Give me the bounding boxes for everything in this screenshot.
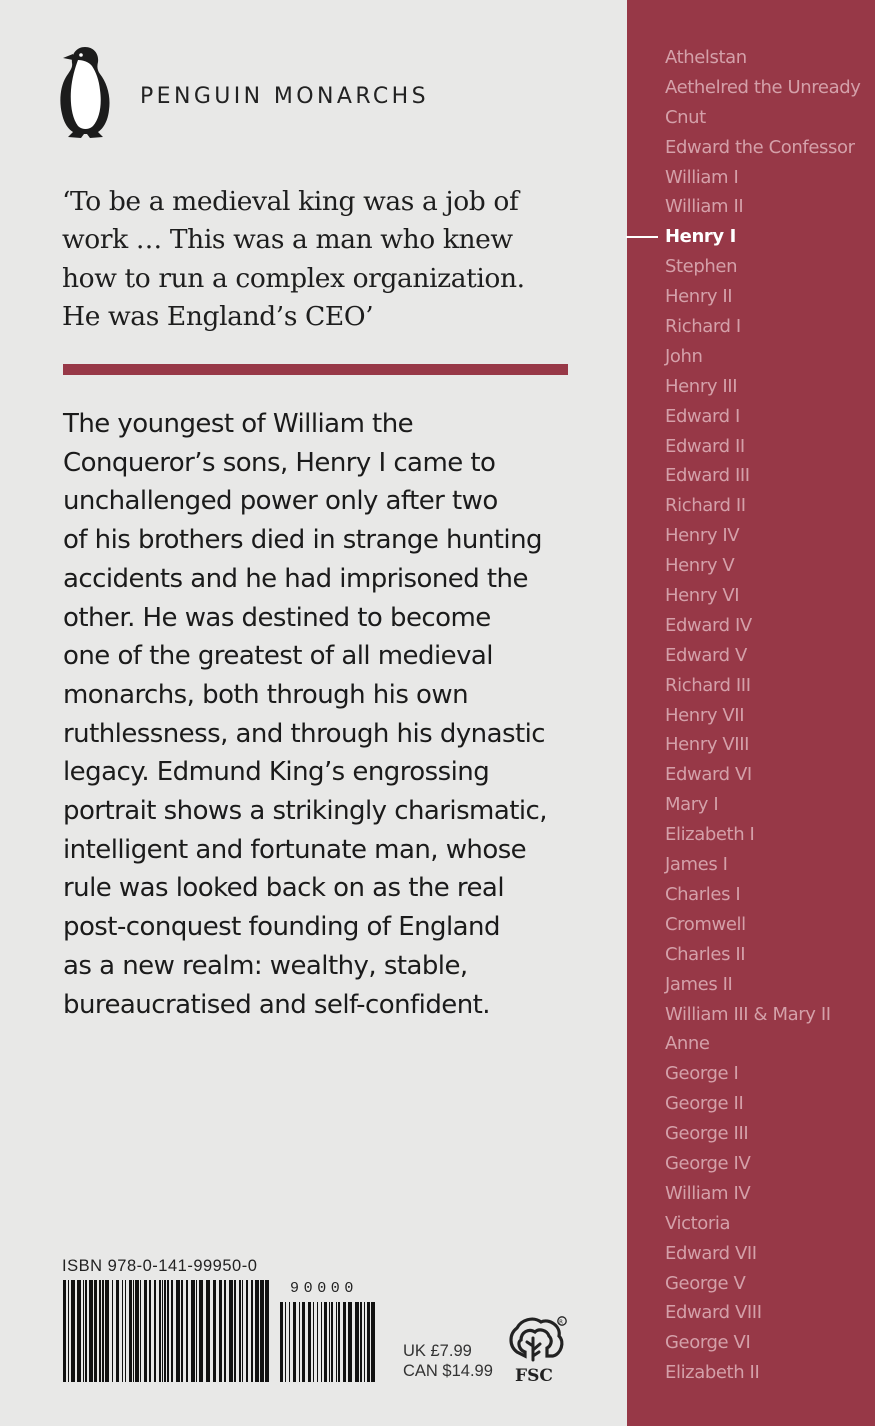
- svg-text:R: R: [559, 1319, 563, 1326]
- monarch-list-item: Charles II: [665, 943, 746, 965]
- monarch-list-item: George IV: [665, 1152, 751, 1174]
- blurb-line: bureaucratised and self-confident.: [63, 989, 491, 1020]
- monarch-list-item: Elizabeth II: [665, 1362, 760, 1384]
- monarch-list-item: Edward V: [665, 644, 747, 666]
- monarch-list-item: Elizabeth I: [665, 824, 755, 846]
- monarch-list-item: George I: [665, 1063, 739, 1085]
- monarch-list-item: James I: [665, 854, 728, 876]
- price-can: CAN $14.99: [403, 1362, 493, 1380]
- monarch-list-item: James II: [665, 973, 733, 995]
- monarch-list-item: William III & Mary II: [665, 1003, 831, 1025]
- monarch-list-item: Henry V: [665, 555, 735, 577]
- monarch-list-item: Edward I: [665, 405, 740, 427]
- blurb-line: legacy. Edmund King’s engrossing: [63, 757, 490, 788]
- quote-line: how to run a complex organization.: [62, 262, 525, 294]
- blurb-line: one of the greatest of all medieval: [63, 641, 493, 672]
- monarch-list-item: Richard III: [665, 674, 751, 696]
- blurb-line: The youngest of William the: [63, 409, 414, 439]
- blurb-line: intelligent and fortunate man, whose: [63, 834, 527, 865]
- price-block: [403, 1341, 493, 1381]
- monarch-list-item: Henry VIII: [665, 734, 750, 756]
- fsc-label: FSC: [515, 1366, 553, 1384]
- monarch-list-item: William II: [665, 196, 744, 218]
- monarch-list-item: Richard I: [665, 316, 741, 338]
- monarch-list-item: Edward the Confessor: [665, 136, 855, 158]
- series-title: PENGUIN MONARCHS: [140, 84, 429, 109]
- monarch-list-item: Anne: [665, 1033, 710, 1055]
- monarch-list-item: George III: [665, 1123, 749, 1145]
- monarch-list-item: Charles I: [665, 883, 741, 905]
- penguin-logo-icon: [56, 44, 114, 142]
- monarch-list-item: Henry IV: [665, 525, 740, 547]
- monarch-list-item: Henry III: [665, 375, 738, 397]
- addon-barcode: [280, 1302, 375, 1382]
- monarch-list-item: George VI: [665, 1332, 751, 1354]
- blurb-line: post-conquest founding of England: [63, 912, 500, 943]
- monarch-list-item: Henry VII: [665, 704, 745, 726]
- quote-line: ‘To be a medieval king was a job of: [62, 186, 519, 217]
- blurb-line: ruthlessness, and through his dynastic: [63, 718, 546, 749]
- blurb-line: portrait shows a strikingly charismatic,: [63, 796, 547, 827]
- blurb-line: Conqueror’s sons, Henry I came to: [63, 447, 496, 478]
- blurb-line: of his brothers died in strange hunting: [63, 525, 542, 556]
- blurb-line: monarchs, both through his own: [63, 679, 469, 710]
- monarch-list-item: Edward II: [665, 435, 745, 457]
- monarch-list-item: Richard II: [665, 495, 746, 517]
- blurb-line: rule was looked back on as the real: [63, 873, 504, 904]
- quote-line: work … This was a man who knew: [62, 224, 513, 256]
- price-uk: UK £7.99: [403, 1342, 472, 1360]
- monarch-list-item: Henry VI: [665, 585, 740, 607]
- monarch-list-item: Victoria: [665, 1212, 731, 1234]
- monarch-list-item: Mary I: [665, 794, 719, 816]
- monarch-list-item: George II: [665, 1093, 744, 1115]
- monarch-list-item: Cnut: [665, 106, 706, 128]
- monarch-list-item: Edward III: [665, 465, 750, 487]
- blurb-line: as a new realm: wealthy, stable,: [63, 950, 468, 981]
- blurb-line: other. He was destined to become: [63, 602, 491, 633]
- blurb: [63, 405, 563, 1024]
- quote-line: He was England’s CEO’: [62, 300, 374, 332]
- monarch-list-item: John: [665, 345, 703, 367]
- monarch-list-item: William I: [665, 166, 739, 188]
- monarch-list-item: Edward VII: [665, 1242, 757, 1264]
- monarch-list-item: Aethelred the Unready: [665, 76, 861, 98]
- monarch-list-item: Stephen: [665, 256, 738, 278]
- monarch-list-item: George V: [665, 1272, 746, 1294]
- monarch-list-item: Edward VIII: [665, 1302, 762, 1324]
- monarch-list-item: Athelstan: [665, 47, 747, 68]
- addon-digits: 90000: [290, 1280, 359, 1297]
- monarch-list-item: Henry I: [665, 222, 860, 252]
- isbn-barcode: [63, 1280, 272, 1382]
- monarch-list-item: Edward VI: [665, 764, 752, 786]
- monarch-list-item: Henry II: [665, 286, 733, 308]
- blurb-line: accidents and he had imprisoned the: [63, 563, 528, 594]
- isbn-text: ISBN 978-0-141-99950-0: [62, 1257, 258, 1275]
- monarch-list-item: William IV: [665, 1182, 751, 1204]
- fsc-tree-logo-icon: [503, 1312, 569, 1384]
- monarch-list: [665, 43, 860, 1388]
- monarch-list-item: Cromwell: [665, 913, 746, 935]
- divider-rule: [63, 364, 568, 375]
- pull-quote: [62, 183, 582, 336]
- blurb-line: unchallenged power only after two: [63, 486, 498, 517]
- monarch-list-item: Edward IV: [665, 614, 752, 636]
